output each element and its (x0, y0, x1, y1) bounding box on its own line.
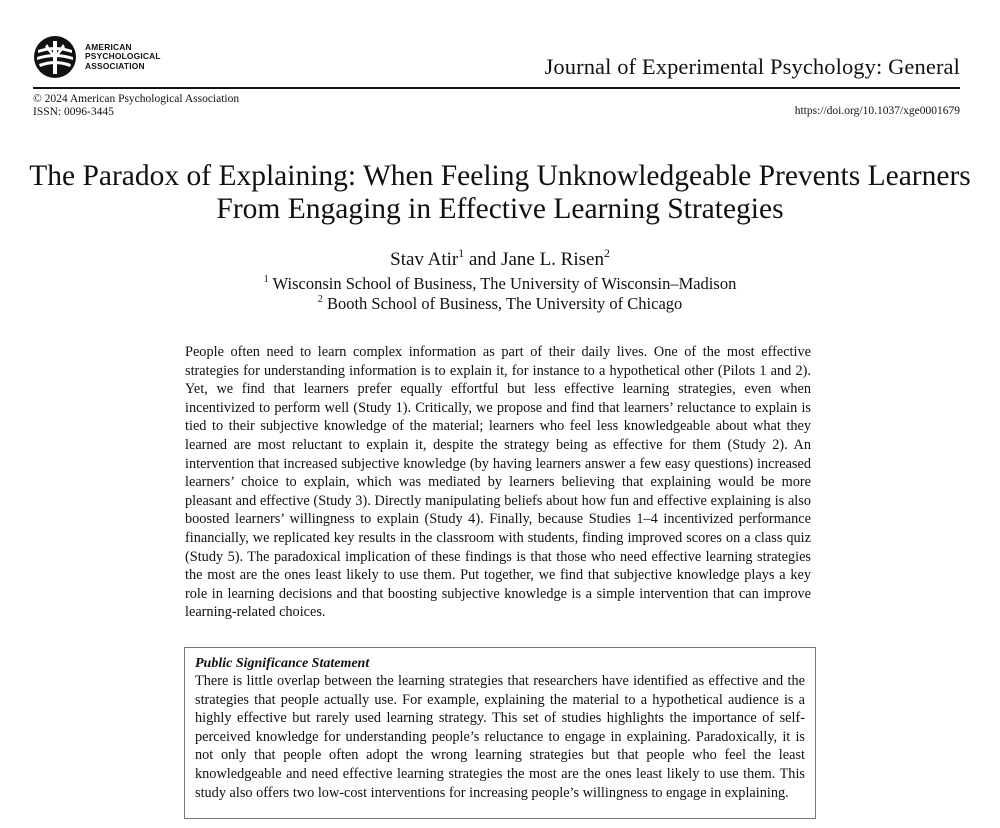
logo-text (85, 43, 161, 71)
author-affiliation-marker: 2 (603, 246, 610, 260)
publication-meta (33, 93, 239, 119)
affiliation (0, 274, 1000, 294)
apa-logo (33, 33, 203, 81)
affiliation (0, 294, 1000, 314)
author-line (0, 246, 1000, 271)
author-name: Jane L. Risen (501, 249, 604, 270)
article-title: The Paradox of Explaining: When Feeling Unknowledgeable Prevents Learners From Engaging in Effective Learning Strategies (29, 160, 971, 225)
affiliation-marker: 1 (263, 273, 269, 285)
copyright-line: © 2024 American Psychological Association (33, 93, 240, 105)
abstract: People often need to learn complex information as part of their daily lives. One of the most effective strategies for understanding information is to explain it, for instance to a hypothetical other (Pilots 1 and 2). Yet, we find that learners prefer equally effortful but less effective learning strategies, even when incentivized to perform well (Study 1). Critically, we propose and find that learners’ reluctance to explain is tied to their subjective knowledge of the material; learners who feel less knowledgeable about what they learned are most reluctant to explain it, despite the strategy being as effective for them (Study 2). An intervention that increased subjective knowledge (by having learners answer a few easy questions) increased learners’ choice to explain, which was mediated by learners believing that explaining would be more pleasant and effective (Study 3). Directly manipulating beliefs about how fun and effective explaining is also boosted learners’ willingness to explain (Study 4). Finally, because Studies 1–4 incentivized performance financially, we replicated key results in the classroom with students, finding improved scores on a class quiz (Study 5). The paradoxical implication of these findings is that those who need effective learning strategies the most are the ones least likely to use them. Put together, we find that subjective knowledge plays a key role in learning decisions and that boosting subjective knowledge is a simple intervention that can improve learning-related choices. (185, 344, 811, 621)
affiliation-marker: 2 (317, 293, 323, 305)
author-name: Stav Atir (390, 249, 459, 270)
header-rule (33, 87, 960, 89)
apa-emblem-icon (33, 35, 77, 79)
logo-line: ASSOCIATION (85, 60, 145, 71)
doi-link[interactable]: https://doi.org/10.1037/xge0001679 (794, 105, 960, 117)
affiliation-text: Booth School of Business, The University of Chicago (326, 294, 683, 313)
author-joiner: and (468, 249, 497, 270)
logo-line: PSYCHOLOGICAL (85, 51, 161, 62)
public-significance-text: There is little overlap between the learning strategies that researchers have identified as effective and the strategies that people actually use. For example, explaining the material to a hypothetical audience is a highly effective but rarely used learning strategy. This set of studies highlights the importance of self-perceived knowledge for understanding people’s reluctance to engage in explaining. Paradoxically, it is not only that people often adopt the wrong learning strategies but that people who feel the least knowledgeable and need effective learning strategies the most are the ones least likely to use them. This study also offers two low-cost interventions for increasing people’s willingness to engage in explaining. (195, 673, 805, 801)
journal-name: Journal of Experimental Psychology: General (544, 54, 960, 79)
public-significance-box (184, 647, 816, 819)
author-affiliation-marker: 1 (458, 246, 465, 260)
logo-line: AMERICAN (85, 41, 132, 52)
public-significance-title: Public Significance Statement (195, 656, 370, 671)
issn-line: ISSN: 0096-3445 (33, 106, 114, 118)
affiliation-text: Wisconsin School of Business, The University of Wisconsin–Madison (272, 274, 737, 293)
